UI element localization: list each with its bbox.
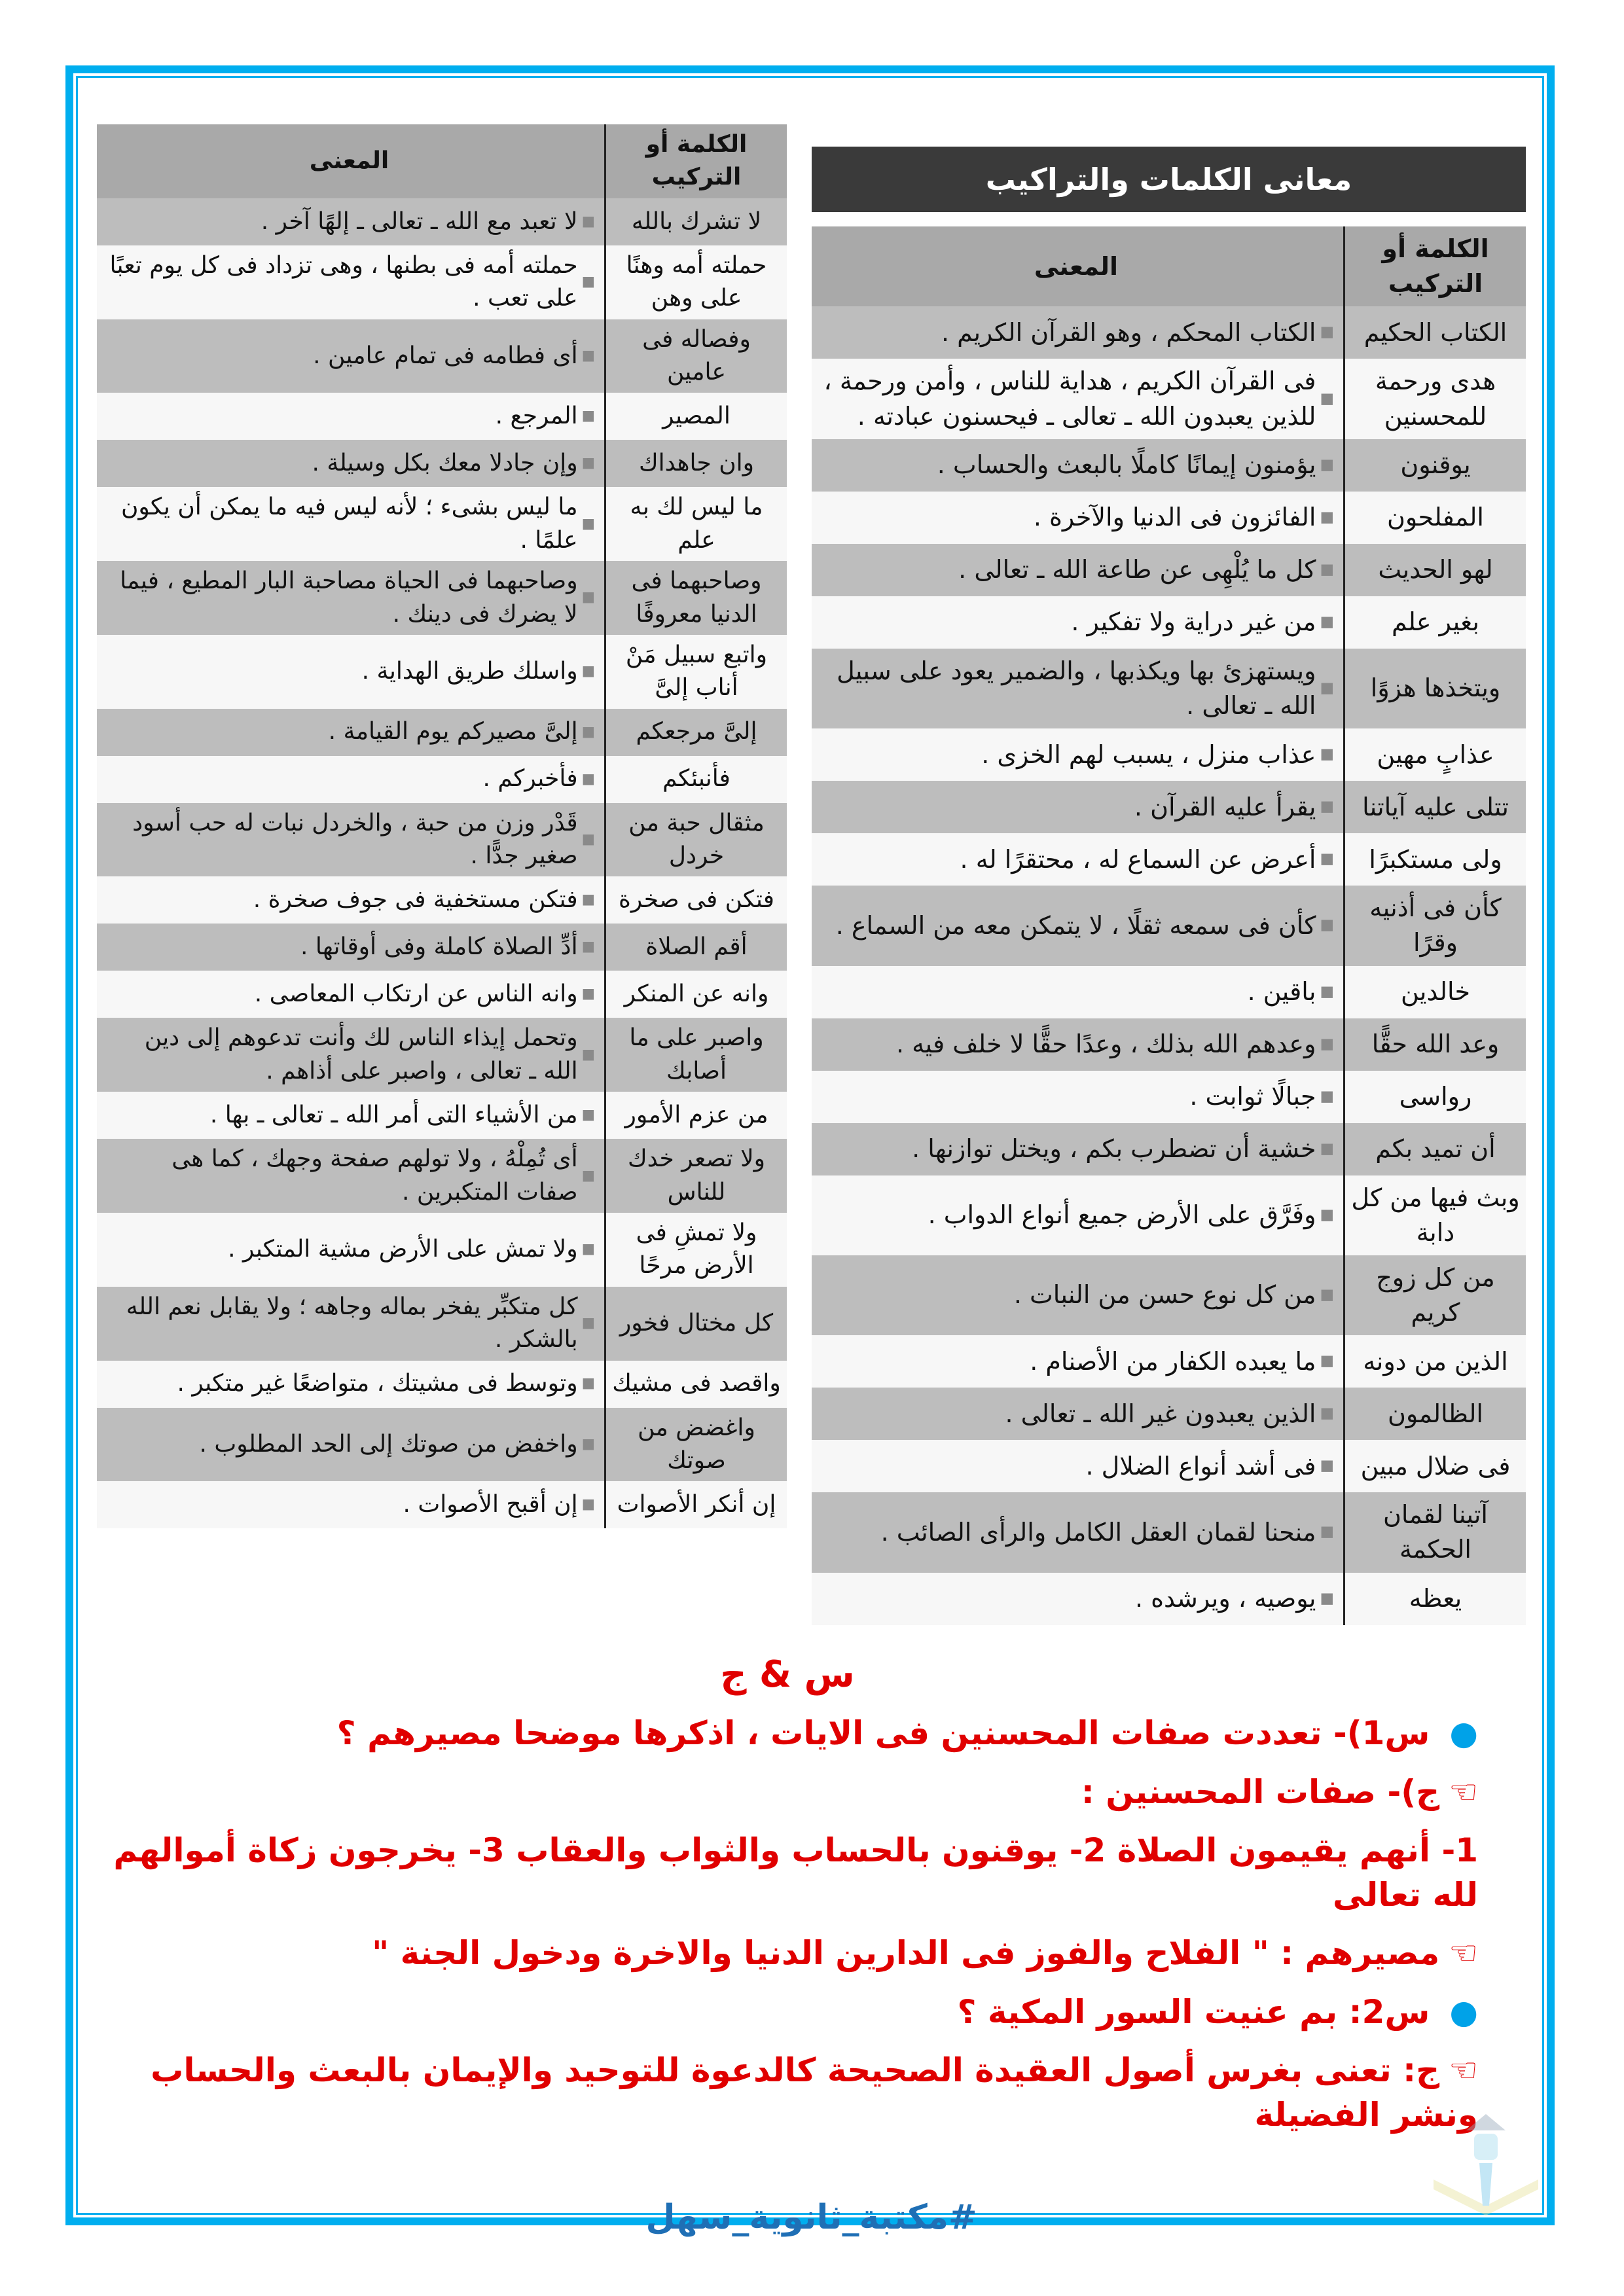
question-2-text: س2: بم عنيت السور المكية ؟ <box>957 1992 1430 2031</box>
meaning-text: جبالًا ثوابت . <box>1189 1081 1316 1111</box>
cell-meaning <box>812 1255 1343 1335</box>
meaning-text: وتوسط فى مشيتك ، متواضعًا غير متكبر . <box>177 1370 578 1397</box>
cell-meaning <box>812 1018 1343 1071</box>
table-row <box>97 319 787 393</box>
bullet-icon: ■ <box>581 663 595 680</box>
meaning-text: المرجع . <box>495 403 578 430</box>
bullet-icon: ■ <box>581 274 595 291</box>
table-row <box>812 1175 1526 1255</box>
section-title: معانى الكلمات والتراكيب <box>812 147 1526 212</box>
meaning-text: أعرض عن السماع له ، محتقرًا له . <box>960 844 1316 874</box>
bullet-icon: ■ <box>581 1315 595 1332</box>
table-row <box>97 876 787 924</box>
table-row <box>97 1481 787 1528</box>
cell-word: كأن فى أذنيه وقرًا <box>1343 886 1526 965</box>
page-content <box>97 0 1526 2240</box>
cell-meaning <box>812 728 1343 781</box>
table-row <box>97 709 787 756</box>
meaning-text: حملته أمه فى بطنها ، وهى تزداد فى كل يوم تعبًا على تعب . <box>109 251 578 312</box>
question-2 <box>97 1990 1478 2035</box>
pointing-hand-icon: ☜ <box>1449 1934 1478 1973</box>
table-row <box>97 1139 787 1213</box>
cell-meaning <box>97 198 604 245</box>
cell-word: واغضض من صوتك <box>604 1408 787 1482</box>
bullet-icon: ■ <box>581 831 595 848</box>
cell-meaning <box>97 709 604 756</box>
cell-word: ويتخذها هزوًا <box>1343 649 1526 728</box>
meaning-text: كل متكبِّر يفخر بماله وجاهه ؛ ولا يقابل نعم الله بالشكر . <box>126 1293 578 1354</box>
cell-meaning <box>97 319 604 393</box>
header-word: الكلمة أو التركيب <box>1343 226 1526 306</box>
cell-meaning <box>812 833 1343 886</box>
cell-word: آتينا لقمان الحكمة <box>1343 1492 1526 1572</box>
answer-2 <box>97 2049 1478 2137</box>
meaning-text: فأخبركم . <box>482 765 578 793</box>
meaning-text: ما يعبده الكفار من الأصنام . <box>1030 1346 1316 1376</box>
cell-word: واقصد فى مشيك <box>604 1361 787 1408</box>
meaning-text: وصاحبهما فى الحياة مصاحبة البار المطيع ، فيما لا يضرك فى دينك . <box>120 567 578 628</box>
cell-word: لهو الحديث <box>1343 544 1526 596</box>
cell-meaning <box>97 1408 604 1482</box>
bullet-icon: ● <box>1449 1992 1478 2031</box>
bullet-icon: ■ <box>581 986 595 1003</box>
bullet-icon: ■ <box>581 1241 595 1258</box>
table-row <box>97 198 787 245</box>
bullet-icon: ■ <box>1320 456 1334 473</box>
table-row <box>812 596 1526 649</box>
cell-meaning <box>812 1175 1343 1255</box>
table-row <box>812 306 1526 359</box>
watermark-logo <box>1420 2108 1551 2238</box>
cell-meaning <box>812 1388 1343 1440</box>
table-row <box>97 1361 787 1408</box>
meaning-text: كأن فى سمعه ثقلًا ، لا يتمكن معه من السماع . <box>835 910 1316 940</box>
meaning-text: واخفض من صوتك إلى الحد المطلوب . <box>199 1430 578 1458</box>
table-row <box>97 635 787 709</box>
cell-meaning <box>812 1335 1343 1388</box>
cell-word: واتبع سبيل مَنْ أناب إلىَّ <box>604 635 787 709</box>
meaning-text: كل ما يُلْهِى عن طاعة الله ـ تعالى . <box>958 555 1316 584</box>
table-header <box>812 226 1526 306</box>
table-row <box>97 1287 787 1361</box>
bullet-icon: ■ <box>581 1435 595 1452</box>
meaning-text: لا تعبد مع الله ـ تعالى ـ إلهًا آخر . <box>261 207 578 235</box>
cell-word: المصير <box>604 393 787 440</box>
meaning-text: من الأشياء التى أمر الله ـ تعالى ـ بها . <box>209 1102 578 1129</box>
meaning-text: ما ليس بشىء ؛ لأنه ليس فيه ما يمكن أن يكون علمًا . <box>120 493 578 554</box>
bullet-icon: ■ <box>581 1046 595 1063</box>
header-meaning: المعنى <box>1034 251 1119 281</box>
cell-word: ما ليس لك به علم <box>604 487 787 561</box>
cell-meaning <box>812 1573 1343 1625</box>
meaning-text: وعدهم الله بذلك ، وعدًا حقًّا لا خلف فيه . <box>895 1029 1316 1058</box>
table-row <box>97 756 787 803</box>
bullet-icon: ■ <box>581 770 595 787</box>
cell-word: وان جاهداك <box>604 440 787 487</box>
cell-meaning <box>812 359 1343 439</box>
meaning-text: أدِّ الصلاة كاملة وفى أوقاتها . <box>300 933 578 961</box>
table-row <box>97 924 787 971</box>
table-row <box>812 781 1526 833</box>
meaning-text: وتحمل إيذاء الناس لك وأنت تدعوهم إلى دين الله ـ تعالى ، واصبر على أذاهم . <box>144 1024 578 1085</box>
qa-section <box>97 1651 1498 2138</box>
cell-meaning <box>812 1123 1343 1175</box>
bullet-icon: ■ <box>1320 1206 1334 1223</box>
cell-word: ولا تصعر خدك للناس <box>604 1139 787 1213</box>
table-row <box>812 1018 1526 1071</box>
bullet-icon: ■ <box>581 723 595 740</box>
bullet-icon: ■ <box>1320 1035 1334 1052</box>
cell-meaning <box>812 781 1343 833</box>
cell-meaning <box>97 440 604 487</box>
cell-meaning <box>97 635 604 709</box>
cell-meaning <box>97 487 604 561</box>
bullet-icon: ● <box>1449 1714 1478 1753</box>
meaning-text: وفَرَّق على الأرض جميع أنواع الدواب . <box>928 1200 1316 1230</box>
cell-meaning <box>812 306 1343 359</box>
table-row <box>812 439 1526 492</box>
bullet-icon: ■ <box>1320 745 1334 763</box>
bullet-icon: ■ <box>1320 323 1334 341</box>
cell-meaning <box>97 561 604 635</box>
table-row <box>812 886 1526 965</box>
table-row <box>97 440 787 487</box>
bullet-icon: ■ <box>581 939 595 956</box>
bullet-icon: ■ <box>1320 613 1334 630</box>
bullet-icon: ■ <box>581 1375 595 1392</box>
bullet-icon: ■ <box>581 515 595 532</box>
answer-1-fate-text: مصيرهم : " الفلاح والفوز فى الدارين الدنيا والاخرة ودخول الجنة " <box>372 1934 1440 1973</box>
cell-meaning <box>97 393 604 440</box>
cell-word: الظالمون <box>1343 1388 1526 1440</box>
meaning-text: فى أشد أنواع الضلال . <box>1085 1451 1316 1480</box>
cell-word: فتكن فى صخرة <box>604 876 787 924</box>
cell-word: بغير علم <box>1343 596 1526 649</box>
meaning-text: ويستهزئ بها ويكذبها ، والضمير يعود على سبيل الله ـ تعالى . <box>837 656 1316 720</box>
table-row <box>812 544 1526 596</box>
table-row <box>812 966 1526 1018</box>
cell-word: أن تميد بكم <box>1343 1123 1526 1175</box>
cell-word: كل مختال فخور <box>604 1287 787 1361</box>
cell-word: إلىَّ مرجعكم <box>604 709 787 756</box>
cell-word: وعد الله حقًّا <box>1343 1018 1526 1071</box>
meaning-text: منحنا لقمان العقل الكامل والرأى الصائب . <box>880 1517 1316 1547</box>
bullet-icon: ■ <box>581 1167 595 1184</box>
meaning-text: من غير دراية ولا تفكير . <box>1071 607 1316 637</box>
cell-meaning <box>97 1139 604 1213</box>
meaning-text: أى تُمِلْهُ ، ولا تولهم صفحة وجهك ، كما هى صفات المتكبرين . <box>171 1145 578 1206</box>
cell-word: رواسى <box>1343 1071 1526 1123</box>
meaning-text: الذين يعبدون غير الله ـ تعالى . <box>1005 1399 1316 1428</box>
cell-meaning <box>812 1492 1343 1572</box>
cell-word: وبث فيها من كل دابة <box>1343 1175 1526 1255</box>
cell-meaning <box>97 1481 604 1528</box>
meaning-text: إن أقبح الأصوات . <box>403 1491 578 1518</box>
meaning-text: وانه الناس عن ارتكاب المعاصى . <box>254 980 578 1008</box>
table-row <box>812 728 1526 781</box>
cell-word: المفلحون <box>1343 492 1526 544</box>
bullet-icon: ■ <box>1320 798 1334 816</box>
right-column <box>812 147 1526 1625</box>
meaning-text: يوصيه ، ويرشده . <box>1134 1584 1316 1613</box>
meaning-text: يقرأ عليه القرآن . <box>1134 792 1316 821</box>
cell-word: هدى ورحمة للمحسنين <box>1343 359 1526 439</box>
bullet-icon: ■ <box>581 213 595 230</box>
cell-word: لا تشرك بالله <box>604 198 787 245</box>
question-1-text: س1)- تعددت صفات المحسنين فى الايات ، اذكرها موضحا مصيرهم ؟ <box>336 1714 1430 1753</box>
meaning-text: قَدْر وزن من حبة ، والخردل نبات له حب أسود صغير جدًّا . <box>132 809 578 870</box>
table-row <box>812 1123 1526 1175</box>
cell-meaning <box>812 492 1343 544</box>
pointing-hand-icon: ☜ <box>1449 2051 1478 2090</box>
meaning-text: من كل نوع حسن من النبات . <box>1013 1280 1316 1310</box>
table-row <box>97 245 787 319</box>
table-row <box>97 1092 787 1139</box>
cell-word: تتلى عليه آياتنا <box>1343 781 1526 833</box>
cell-meaning <box>97 1092 604 1139</box>
meaning-text: الفائزون فى الدنيا والآخرة . <box>1033 503 1316 532</box>
cell-meaning <box>812 1071 1343 1123</box>
cell-meaning <box>97 245 604 319</box>
bullet-icon: ■ <box>581 891 595 908</box>
cell-word: أقم الصلاة <box>604 924 787 971</box>
cell-meaning <box>812 886 1343 965</box>
cell-word: الكتاب الحكيم <box>1343 306 1526 359</box>
meaning-text: فى القرآن الكريم ، هداية للناس ، وأمن ورحمة ، للذين يعبدون الله ـ تعالى ـ فيحسنون عبادته . <box>823 367 1316 431</box>
bullet-icon: ■ <box>581 408 595 425</box>
meaning-text: خشية أن تضطرب بكم ، ويختل توازنها . <box>912 1134 1316 1163</box>
header-word: الكلمة أو التركيب <box>604 124 787 198</box>
table-row <box>812 1335 1526 1388</box>
cell-meaning <box>97 1287 604 1361</box>
cell-meaning <box>97 876 604 924</box>
table-header <box>97 124 787 198</box>
cell-meaning <box>97 971 604 1018</box>
table-row <box>812 1492 1526 1572</box>
cell-word: فى ضلال مبين <box>1343 1440 1526 1492</box>
pointing-hand-icon: ☜ <box>1449 1772 1478 1811</box>
header-meaning: المعنى <box>309 147 389 175</box>
cell-word: يعظه <box>1343 1573 1526 1625</box>
cell-word: ولى مستكبرًا <box>1343 833 1526 886</box>
meaning-text: عذاب منزل ، يسبب لهم الخزى . <box>981 740 1316 769</box>
table-row <box>97 1408 787 1482</box>
table-row <box>812 1071 1526 1123</box>
cell-meaning <box>97 756 604 803</box>
cell-meaning <box>812 544 1343 596</box>
table-row <box>812 1440 1526 1492</box>
table-row <box>812 833 1526 886</box>
cell-word: وانه عن المنكر <box>604 971 787 1018</box>
answer-1-heading-text: ج)- صفات المحسنين : <box>1081 1772 1440 1811</box>
cell-word: واصبر على ما أصابك <box>604 1018 787 1092</box>
bullet-icon: ■ <box>1320 508 1334 526</box>
cell-meaning <box>97 803 604 877</box>
answer-1-list: 1- أنهم يقيمون الصلاة 2- يوقنون بالحساب والثواب والعقاب 3- يخرجون زكاة أموالهم لله تعالى <box>113 1831 1478 1914</box>
cell-meaning <box>97 924 604 971</box>
bullet-icon: ■ <box>1320 982 1334 1000</box>
table-row <box>812 1388 1526 1440</box>
table-row <box>97 971 787 1018</box>
bullet-icon: ■ <box>1320 1405 1334 1422</box>
cell-meaning <box>97 1213 604 1287</box>
table-row <box>97 487 787 561</box>
cell-meaning <box>97 1361 604 1408</box>
cell-word: يوقنون <box>1343 439 1526 492</box>
cell-meaning <box>812 439 1343 492</box>
vocab-table-right <box>812 226 1526 1625</box>
meaning-text: وإن جادلا معك بكل وسيلة . <box>312 450 578 477</box>
cell-meaning <box>812 649 1343 728</box>
bullet-icon: ■ <box>1320 560 1334 578</box>
cell-word: من عزم الأمور <box>604 1092 787 1139</box>
cell-word: خالدين <box>1343 966 1526 1018</box>
bullet-icon: ■ <box>1320 1589 1334 1607</box>
table-row <box>97 393 787 440</box>
bullet-icon: ■ <box>1320 1523 1334 1541</box>
table-row <box>812 649 1526 728</box>
cell-meaning <box>812 1440 1343 1492</box>
bullet-icon: ■ <box>581 455 595 472</box>
meaning-text: يؤمنون إيمانًا كاملًا بالبعث والحساب . <box>937 450 1316 480</box>
qa-title: س & ج <box>720 1653 855 1696</box>
bullet-icon: ■ <box>1320 1457 1334 1475</box>
bullet-icon: ■ <box>581 589 595 606</box>
meaning-text: باقين . <box>1247 977 1316 1006</box>
bullet-icon: ■ <box>581 347 595 364</box>
tables-area <box>97 124 1526 1625</box>
bullet-icon: ■ <box>1320 389 1334 407</box>
cell-word: مثقال حبة من خردل <box>604 803 787 877</box>
bullet-icon: ■ <box>1320 1286 1334 1304</box>
meaning-text: واسلك طريق الهداية . <box>361 658 578 685</box>
footer-hashtag: #مكتبة_ثانوية_سهل <box>645 2198 977 2238</box>
meaning-text: فتكن مستخفية فى جوف صخرة . <box>253 886 578 914</box>
cell-word: الذين من دونه <box>1343 1335 1526 1388</box>
bullet-icon: ■ <box>1320 1087 1334 1105</box>
meaning-text: ولا تمش على الأرض مشية المتكبر . <box>228 1236 578 1263</box>
cell-word: عذابٍ مهين <box>1343 728 1526 781</box>
answer-1-heading <box>97 1770 1478 1815</box>
bullet-icon: ■ <box>1320 916 1334 934</box>
table-row <box>812 359 1526 439</box>
meaning-text: الكتاب المحكم ، وهو القرآن الكريم . <box>941 317 1316 347</box>
bullet-icon: ■ <box>1320 679 1334 696</box>
table-row <box>97 1018 787 1092</box>
bullet-icon: ■ <box>581 1496 595 1513</box>
answer-1-fate <box>97 1931 1478 1976</box>
table-row <box>97 561 787 635</box>
cell-word: إن أنكر الأصوات <box>604 1481 787 1528</box>
meaning-text: إلىَّ مصيركم يوم القيامة . <box>328 718 578 745</box>
vocab-table-left <box>97 124 787 1528</box>
table-row <box>97 803 787 877</box>
table-row <box>812 1255 1526 1335</box>
bullet-icon: ■ <box>581 1107 595 1124</box>
bullet-icon: ■ <box>1320 850 1334 868</box>
cell-word: حملته أمه وهنًا على وهن <box>604 245 787 319</box>
cell-word: وفصاله فى عامين <box>604 319 787 393</box>
cell-meaning <box>97 1018 604 1092</box>
bullet-icon: ■ <box>1320 1139 1334 1157</box>
cell-meaning <box>812 966 1343 1018</box>
answer-2-text: ج: تعنى بغرس أصول العقيدة الصحيحة كالدعوة للتوحيد والإيمان بالبعث والحساب ونشر الفضيلة <box>151 2051 1478 2134</box>
cell-word: وصاحبهما فى الدنيا معروفًا <box>604 561 787 635</box>
table-row <box>812 1573 1526 1625</box>
cell-meaning <box>812 596 1343 649</box>
meaning-text: أى فطامه فى تمام عامين . <box>313 342 578 369</box>
cell-word: من كل زوج كريم <box>1343 1255 1526 1335</box>
question-1 <box>97 1712 1478 1756</box>
bullet-icon: ■ <box>1320 1352 1334 1370</box>
table-row <box>812 492 1526 544</box>
table-row <box>97 1213 787 1287</box>
cell-word: ولا تمشِ فى الأرض مرحًا <box>604 1213 787 1287</box>
cell-word: فأنبئكم <box>604 756 787 803</box>
